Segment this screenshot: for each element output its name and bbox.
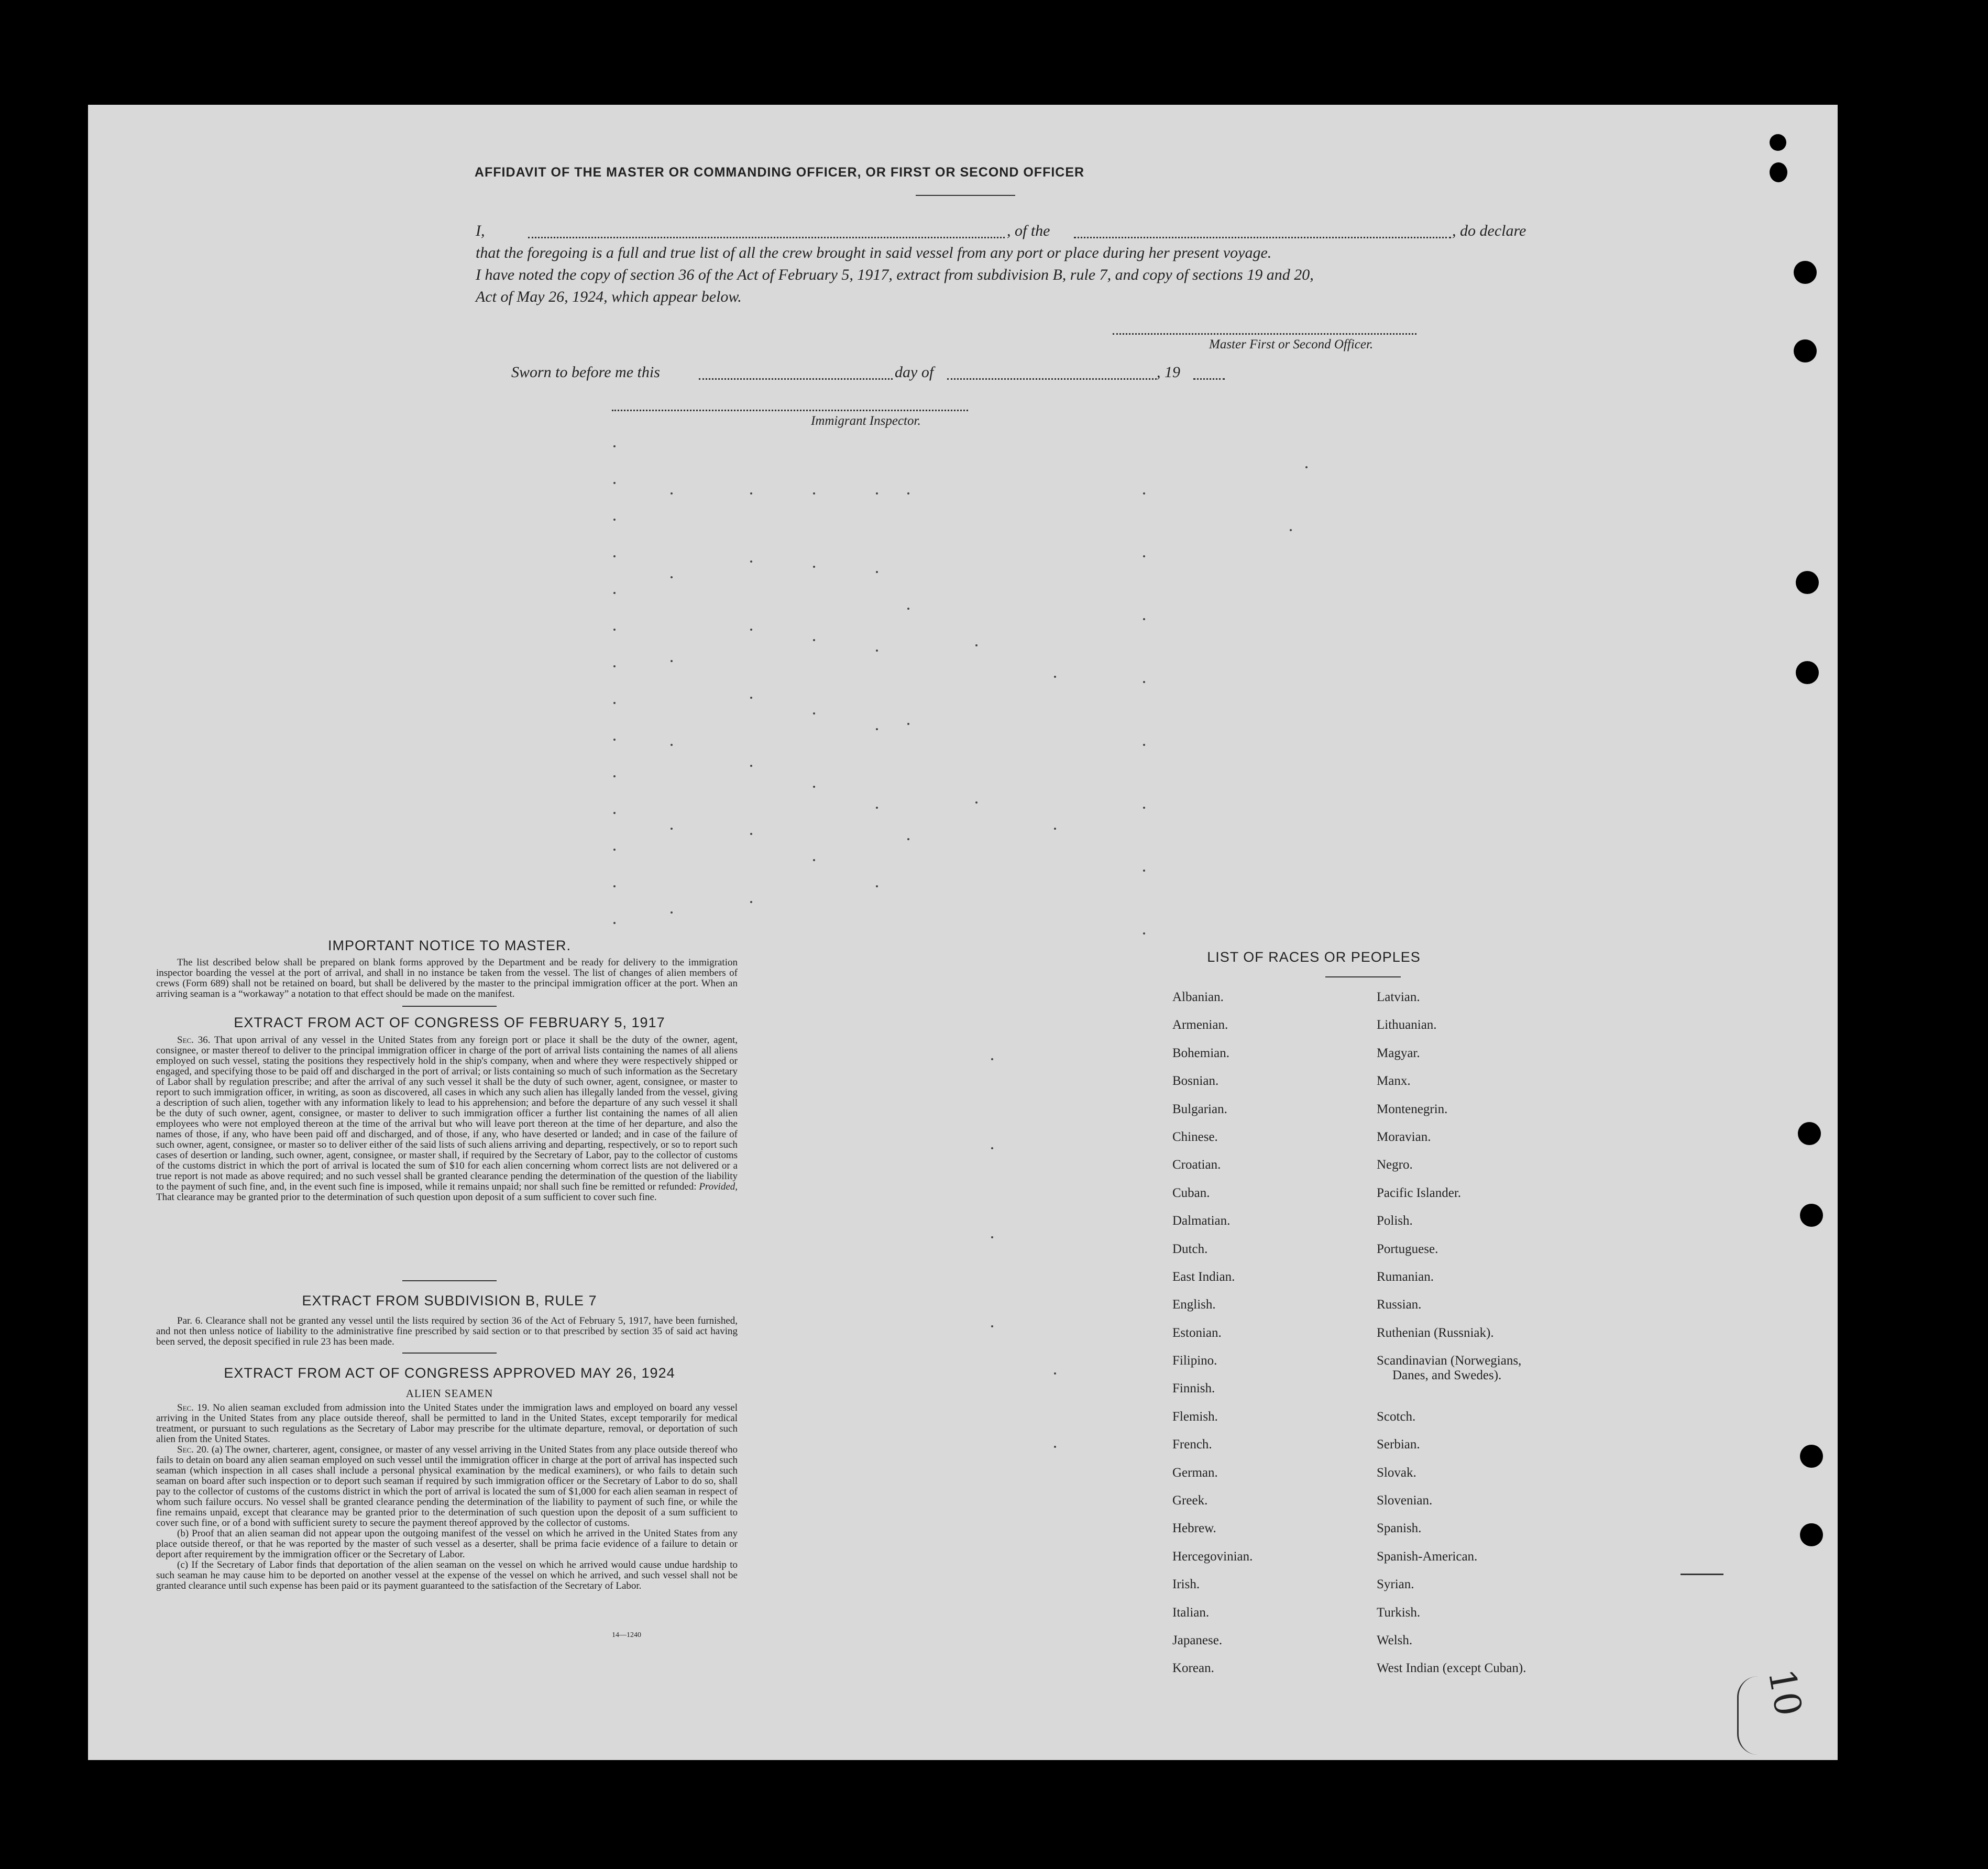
race-item: Syrian. xyxy=(1377,1577,1414,1592)
handwritten-bracket-mark xyxy=(1737,1676,1763,1755)
race-item: Pacific Islander. xyxy=(1377,1185,1462,1200)
subdivision-title: EXTRACT FROM SUBDIVISION B, RULE 7 xyxy=(302,1293,597,1309)
sec-20c-paragraph: (c) If the Secretary of Labor finds that deportation of the alien seaman on the vessel on which he arrived would cause undue hardship to such seaman he may cause him to be deported on another vessel at the expense of the vessel on which he arrived, and such vessel shall not be granted clearance until such expense has been paid or its payment guaranteed to the satisfaction of the Secretary of Labor. xyxy=(156,1559,738,1591)
sec-36-label: Sec. 36. xyxy=(177,1035,211,1046)
extract-1917-title: EXTRACT FROM ACT OF CONGRESS OF FEBRUARY 5, 1917 xyxy=(234,1015,665,1030)
extract-1924-title: EXTRACT FROM ACT OF CONGRESS APPROVED MAY 26, 1924 xyxy=(224,1365,675,1381)
race-item: Bulgarian. xyxy=(1172,1102,1227,1116)
races-rule xyxy=(1325,976,1401,977)
sec-20b-paragraph: (b) Proof that an alien seaman did not appear upon the outgoing manifest of the vessel on which he arrived in the United States from any place outside thereof, or that he was reported by the master of such vessel as a deserter, shall be prima facie evidence of a failure to detain or deport after requirement by the immigration officer or the Secretary of Labor. xyxy=(156,1528,738,1560)
sec-19-label: Sec. 19. xyxy=(177,1402,210,1413)
race-item: Italian. xyxy=(1172,1605,1210,1620)
notice-rule xyxy=(402,1006,497,1007)
form-page xyxy=(88,105,1838,1760)
affidavit-line2: that the foregoing is a full and true list of all the crew brought in said vessel from any port or place during her present voyage. xyxy=(476,244,1272,261)
races-column-1 xyxy=(1172,990,1253,1689)
race-item: Estonian. xyxy=(1172,1325,1222,1340)
alien-seamen-subtitle: ALIEN SEAMEN xyxy=(405,1387,493,1400)
races-title: LIST OF RACES OR PEOPLES xyxy=(1207,949,1421,965)
race-item: Scotch. xyxy=(1377,1409,1416,1424)
race-item: Hebrew. xyxy=(1172,1521,1216,1536)
punch-hole xyxy=(1770,162,1787,182)
title-rule xyxy=(916,195,1015,196)
sworn-year-blank[interactable] xyxy=(1193,378,1225,380)
race-item: Korean. xyxy=(1172,1661,1214,1676)
race-item: French. xyxy=(1172,1437,1212,1452)
master-signature-blank[interactable] xyxy=(1113,333,1416,335)
race-item-scandinavian xyxy=(1377,1354,1526,1410)
subdivision-rule xyxy=(402,1353,497,1354)
stray-mark xyxy=(1681,1574,1723,1575)
provided-word: Provided, xyxy=(699,1181,738,1192)
race-item: Slovak. xyxy=(1377,1465,1416,1480)
race-item: Irish. xyxy=(1172,1577,1200,1592)
extract-1924-text xyxy=(156,1403,738,1591)
race-item: Chinese. xyxy=(1172,1129,1218,1144)
race-item: Lithuanian. xyxy=(1377,1018,1437,1032)
race-item: Finnish. xyxy=(1172,1381,1215,1396)
race-item: Magyar. xyxy=(1377,1046,1420,1060)
race-item: Polish. xyxy=(1377,1214,1413,1228)
notice-text: The list described below shall be prepared on blank forms approved by the Department and be ready for delivery to the immigration inspector boarding the vessel at the port of arrival, and shall in no instance be taken from the vessel. The list of changes of alien members of crews (Form 689) shall not be retained on board, but shall be delivered by the master to the principal immigration officer at the port. When an arriving seaman is a “workaway” a notation to that effect should be made on the manifest. xyxy=(156,957,738,999)
race-item-continuation: Danes, and Swedes). xyxy=(1392,1368,1502,1383)
punch-hole xyxy=(1800,1204,1823,1227)
race-item: Croatian. xyxy=(1172,1158,1221,1172)
race-item: Russian. xyxy=(1377,1298,1422,1312)
master-signature-label: Master First or Second Officer. xyxy=(1209,337,1374,351)
race-item: East Indian. xyxy=(1172,1269,1235,1284)
race-item: Rumanian. xyxy=(1377,1269,1434,1284)
sworn-line-end: , 19 xyxy=(1157,364,1180,381)
sworn-month-blank[interactable] xyxy=(947,378,1157,380)
punch-hole xyxy=(1798,1122,1821,1145)
sworn-day-blank[interactable] xyxy=(699,378,893,380)
affidavit-line1-start: I, xyxy=(476,222,485,239)
race-item: Hercegovinian. xyxy=(1172,1549,1253,1564)
extract-1917-rule xyxy=(402,1280,497,1281)
race-item: Dalmatian. xyxy=(1172,1214,1231,1228)
sec-20-label: Sec. 20. xyxy=(177,1444,209,1455)
punch-hole xyxy=(1800,1523,1823,1546)
race-item: Cuban. xyxy=(1172,1185,1210,1200)
race-item: Welsh. xyxy=(1377,1633,1413,1647)
sec-20a-paragraph xyxy=(156,1445,738,1529)
punch-hole xyxy=(1794,261,1817,284)
punch-hole xyxy=(1796,571,1819,594)
race-item: Negro. xyxy=(1377,1158,1413,1172)
affidavit-line1-mid: , of the xyxy=(1007,222,1050,239)
vessel-blank[interactable] xyxy=(1074,237,1451,238)
race-item: Montenegrin. xyxy=(1377,1102,1448,1116)
race-item: Portuguese. xyxy=(1377,1241,1438,1256)
race-item: Manx. xyxy=(1377,1074,1411,1089)
handwritten-page-number: 10 xyxy=(1760,1666,1810,1719)
race-item: Moravian. xyxy=(1377,1129,1431,1144)
sec-36-end: That clearance may be granted prior to the determination of such question upon deposit of a sum sufficient to cover such fine. xyxy=(156,1192,657,1203)
affidavit-line3: I have noted the copy of section 36 of the Act of February 5, 1917, extract from subdivision B, rule 7, and copy of sections 19 and 20, xyxy=(476,266,1314,283)
race-item: Ruthenian (Russniak). xyxy=(1377,1325,1494,1340)
subdivision-text: Par. 6. Clearance shall not be granted any vessel until the lists required by section 36 of the Act of February 5, 1917, have been furnished, and not then unless notice of liability to the administrative fine prescribed by said section or to that prescribed by section 35 of said act having been served, the deposit specified in rule 23 has been made. xyxy=(156,1315,738,1347)
inspector-label: Immigrant Inspector. xyxy=(811,414,921,428)
race-item: Latvian. xyxy=(1377,990,1420,1004)
race-item: Spanish-American. xyxy=(1377,1549,1478,1564)
race-item: West Indian (except Cuban). xyxy=(1377,1661,1526,1676)
sec-19-body: No alien seaman excluded from admission into the United States under the immigration laws and employed on board any vessel arriving in the United States from any place outside thereof, shall be permitted to land in the United States, except temporarily for medical treatment, or pursuant to such regulations as the Secretary of Labor may prescribe for the ultimate departure, removal, or deportation of such alien from the United States. xyxy=(156,1402,738,1445)
race-item: Turkish. xyxy=(1377,1605,1421,1620)
name-blank[interactable] xyxy=(528,237,1005,238)
affidavit-line1-end: , do declare xyxy=(1452,222,1526,239)
punch-hole xyxy=(1796,661,1819,684)
race-item: Filipino. xyxy=(1172,1354,1217,1368)
sec-20a-body: (a) The owner, charterer, agent, consignee, or master of any vessel arriving in the United States from any place outside thereof who fails to detain on board any alien seaman employed on such vessel until the immigration officer in charge at the port of arrival has inspected such seaman (which inspection in all cases shall include a personal physical examination by the medical examiners), or who fails to detain such seaman on board after such inspection or to deport such seaman if required by such immigration officer or the Secretary of Labor to do so, shall pay to the collector of customs of the customs district in which the port of arrival is located the sum of $1,000 for each alien seaman in respect of whom such failure occurs. No vessel shall be granted clearance pending the determination of the liability to payment of such fine, or while the fine remains unpaid, except that clearance may be granted prior to the determination of such question upon the deposit of a sum sufficient to cover such fine, or of a bond with sufficient surety to secure the payment thereof approved by the collector of customs. xyxy=(156,1444,738,1529)
race-item: Albanian. xyxy=(1172,990,1224,1004)
race-item: Serbian. xyxy=(1377,1437,1420,1452)
race-item: Greek. xyxy=(1172,1493,1208,1508)
race-item: Slovenian. xyxy=(1377,1493,1433,1508)
race-item: Flemish. xyxy=(1172,1409,1218,1424)
affidavit-line4: Act of May 26, 1924, which appear below. xyxy=(476,288,742,305)
race-item: Bosnian. xyxy=(1172,1074,1219,1089)
form-number: 14—1240 xyxy=(612,1631,641,1639)
race-item: Bohemian. xyxy=(1172,1046,1230,1060)
punch-hole xyxy=(1800,1445,1823,1468)
extract-1917-text xyxy=(156,1035,738,1203)
race-item: Armenian. xyxy=(1172,1018,1228,1032)
race-item: Dutch. xyxy=(1172,1241,1208,1256)
race-item: German. xyxy=(1172,1465,1218,1480)
punch-hole xyxy=(1770,134,1786,151)
inspector-signature-blank[interactable] xyxy=(612,410,968,411)
notice-title: IMPORTANT NOTICE TO MASTER. xyxy=(327,938,572,953)
sec-19-paragraph xyxy=(156,1403,738,1445)
race-item: Scandinavian (Norwegians, xyxy=(1377,1354,1522,1368)
sec-36-body: That upon arrival of any vessel in the United States from any foreign port or place it shall be the duty of the owner, agent, consignee, or master thereof to deliver to the principal immigration officer in charge of the port of arrival lists containing the names of all aliens employed on such vessel, stating the positions they respectively hold in the ship's company, when and where they were respectively shipped or engaged, and specifying those to be paid off and discharged in the port of arrival; or lists containing so much of such information as the Secretary of Labor shall by regulation prescribe; and after the arrival of any such vessel it shall be the duty of such owner, agent, consignee, or master to report to such immigration officer, in writing, as soon as discovered, all cases in which any such alien has illegally landed from the vessel, giving a description of such alien, together with any information likely to lead to his apprehension; and before the departure of any such vessel it shall be the duty of such owner, agent, consignee, or master to deliver to such immigration officer a further list containing the names of all alien employees who were not employed thereon at the time of the arrival but who will leave port thereon at the time of her departure, and also the names of those, if any, who have been paid off and discharged, and of those, if any, who have deserted or landed; and in case of the failure of such owner, agent, consignee, or master so to deliver either of the said lists of such aliens arriving and departing, respectively, or so to report such cases of desertion or landing, such owner, agent, consignee, or master shall, if required by the Secretary of Labor, pay to the collector of customs of the customs district in which the port of arrival is located the sum of $10 for each alien concerning whom correct lists are not delivered or a true report is not made as above required; and no such vessel shall be granted clearance pending the determination of the question of the liability to the payment of such fine, and, in the event such fine is imposed, while it remains unpaid; nor shall such fine be remitted or refunded: xyxy=(156,1035,738,1192)
race-item: English. xyxy=(1172,1298,1216,1312)
sworn-line-mid: day of xyxy=(895,364,934,381)
sworn-line-start: Sworn to before me this xyxy=(511,364,660,381)
race-item: Spanish. xyxy=(1377,1521,1422,1536)
punch-hole xyxy=(1794,339,1817,362)
races-column-2 xyxy=(1377,990,1526,1689)
affidavit-title: AFFIDAVIT OF THE MASTER OR COMMANDING OFFICER, OR FIRST OR SECOND OFFICER xyxy=(474,165,1085,180)
race-item: Japanese. xyxy=(1172,1633,1223,1647)
